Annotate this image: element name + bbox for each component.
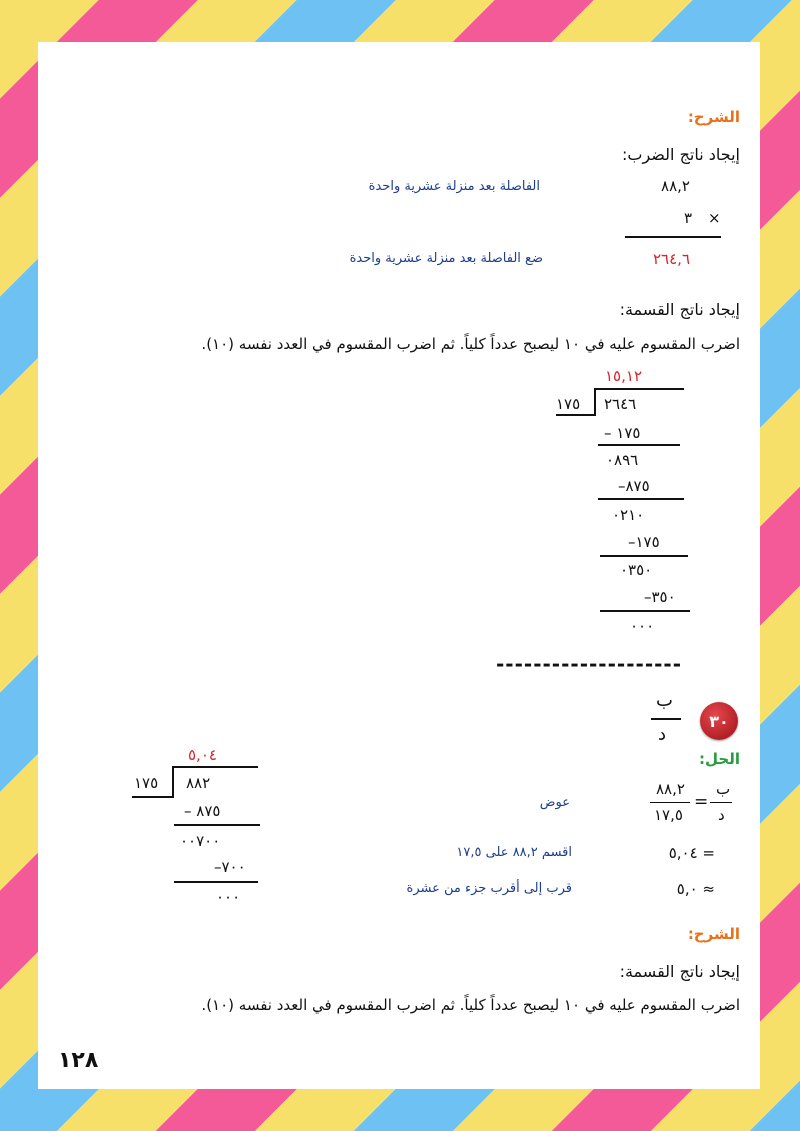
division-step-rule-1 [598,444,680,446]
mult-note-1: الفاصلة بعد منزلة عشرية واحدة [368,179,540,194]
step1-equals: = [694,792,709,812]
page-number: ١٢٨ [58,1048,99,1073]
division-quotient: ١٥,١٢ [605,367,642,385]
p30-division-rule-1 [174,824,260,826]
step1-lhs-numerator: ب [716,780,731,798]
step1-lhs-denominator: د [718,806,725,824]
division-step-rule-3 [600,555,688,557]
section-separator: -------------------- [496,652,683,676]
p30-divisor-underline [132,796,174,798]
division-step-4: ٠٢١٠ [612,506,645,524]
division-instruction: اضرب المقسوم عليه في ١٠ ليصبح عدداً كلياً. ثم اضرب المقسوم في العدد نفسه (١٠). [201,335,740,353]
p30-division-rule-2 [174,881,258,883]
problem-number-badge: ٣٠ [700,702,738,740]
division-divisor: ١٧٥ [556,395,581,413]
division-instruction-2: اضرب المقسوم عليه في ١٠ ليصبح عدداً كلياً. ثم اضرب المقسوم في العدد نفسه (١٠). [201,996,740,1014]
mult-rule [625,236,721,238]
p30-division-dividend: ٨٨٢ [186,774,211,792]
p30-division-step-4: ٠٠٠ [216,888,241,906]
p30-division-step-1: – ٨٧٥ [184,802,221,820]
step1-lhs-bar [710,802,732,803]
division-bar [594,388,684,390]
step1-rhs-bar [650,802,690,803]
division-step-2: ٠٨٩٦ [606,451,639,469]
p30-division-step-2: ٠٠٧٠٠ [180,832,221,850]
p30-division-bar [172,766,258,768]
division-heading-2: إيجاد ناتج القسمة: [619,962,740,981]
division-step-3: –٨٧٥ [618,477,650,495]
explanation-label-2: الشرح: [687,925,740,943]
problem-fraction-bar [651,718,681,720]
mult-note-2: ضع الفاصلة بعد منزلة عشرية واحدة [349,251,543,266]
mult-multiplier: ٣ [684,209,693,227]
step1-rhs-numerator: ٨٨,٢ [656,780,685,798]
division-step-7: –٣٥٠ [644,588,676,606]
step1-note: عوض [539,795,570,810]
division-step-5: –١٧٥ [628,533,660,551]
division-step-rule-2 [598,498,684,500]
mult-top-number: ٨٨,٢ [661,177,690,195]
division-heading: إيجاد ناتج القسمة: [619,300,740,319]
step2-expression: = ٥,٠٤ [668,844,715,862]
problem-fraction-denominator: د [658,724,667,745]
step3-note: قرب إلى أقرب جزء من عشرة [406,881,572,896]
times-sign: × [708,209,721,227]
division-step-rule-4 [600,610,690,612]
multiplication-heading: إيجاد ناتج الضرب: [622,145,740,164]
step3-expression: ≈ ٥,٠ [676,880,715,898]
divisor-underline [556,414,596,416]
explanation-label: الشرح: [687,108,740,126]
p30-division-quotient: ٥,٠٤ [188,746,217,764]
p30-division-divisor: ١٧٥ [134,774,159,792]
division-step-6: ٠٣٥٠ [620,561,653,579]
step1-rhs-denominator: ١٧,٥ [654,806,683,824]
document-page [38,42,760,1089]
p30-division-bracket [172,766,174,796]
problem-fraction-numerator: ب [656,690,673,711]
division-step-1: – ١٧٥ [604,424,641,442]
step2-note: اقسم ٨٨,٢ على ١٧,٥ [456,845,572,860]
mult-result: ٢٦٤,٦ [653,250,690,268]
division-bracket [594,388,596,414]
solution-label: الحل: [699,750,740,768]
division-step-8: ٠٠٠ [630,617,655,635]
division-dividend: ٢٦٤٦ [604,395,637,413]
p30-division-step-3: –٧٠٠ [214,858,246,876]
